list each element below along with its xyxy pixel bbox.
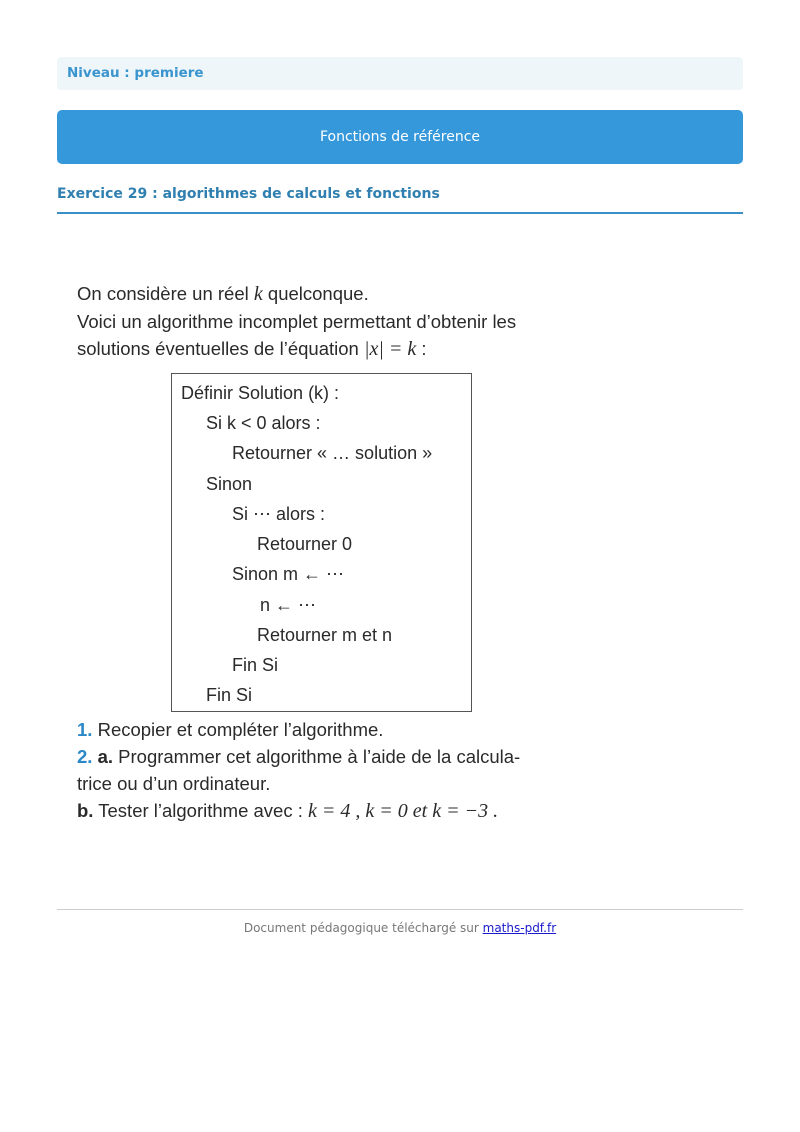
intro-text: On considère un réel (77, 283, 254, 304)
intro-text: quelconque. (262, 283, 369, 304)
exercise-title: Exercice 29 : algorithmes de calculs et fonctions (57, 186, 743, 214)
questions (77, 716, 597, 825)
footer-link[interactable]: maths-pdf.fr (482, 921, 557, 935)
algo-line: Si k < 0 alors : (206, 413, 321, 433)
question-text: Recopier et compléter l’algorithme. (92, 719, 384, 740)
math-equation: |x| = k (363, 338, 417, 360)
intro-text: : (416, 338, 427, 359)
chapter-banner (57, 110, 743, 164)
algo-line: Retourner « … solution » (232, 443, 433, 463)
algo-line: Fin Si (232, 655, 279, 675)
algorithm-box (171, 373, 472, 712)
footer-text: Document pédagogique téléchargé sur (243, 921, 483, 935)
intro-line-2: Voici un algorithme incomplet permettant d’obtenir les (77, 311, 517, 332)
algo-line: Fin Si (206, 685, 253, 705)
math-k: k (253, 283, 263, 305)
algo-line: Sinon m ← ⋯ (232, 564, 345, 584)
question-text: Tester l’algorithme avec : (93, 800, 309, 821)
footer-divider (57, 909, 743, 910)
algo-line: Définir Solution (k) : (181, 383, 340, 403)
algo-line: Sinon (206, 474, 253, 494)
intro-line-3 (77, 335, 597, 363)
algo-line: n ← ⋯ (260, 595, 317, 615)
intro-text: solutions éventuelles de l’équation (77, 338, 364, 359)
algo-line: Si ⋯ alors : (232, 504, 326, 524)
intro-line-1 (77, 280, 597, 308)
chapter-title: Fonctions de référence (319, 129, 481, 145)
math-values: k = 4 , k = 0 et k = −3 . (308, 800, 499, 822)
question-2a (77, 743, 597, 770)
question-text: Programmer cet algorithme à l’aide de la calcula- (113, 746, 521, 767)
algo-line: Retourner 0 (257, 534, 353, 554)
question-1 (77, 716, 597, 743)
question-number: 1. (77, 719, 93, 740)
level-label: Niveau : premiere (57, 57, 743, 90)
question-2a-cont: trice ou d’un ordinateur. (77, 773, 271, 794)
exercise-statement (77, 280, 597, 363)
algo-line: Retourner m et n (257, 625, 393, 645)
question-number: 2. (77, 746, 93, 767)
question-2b (77, 797, 597, 825)
question-sub-label: b. (77, 800, 94, 821)
question-sub-label: a. (92, 746, 114, 767)
footer (57, 921, 743, 935)
